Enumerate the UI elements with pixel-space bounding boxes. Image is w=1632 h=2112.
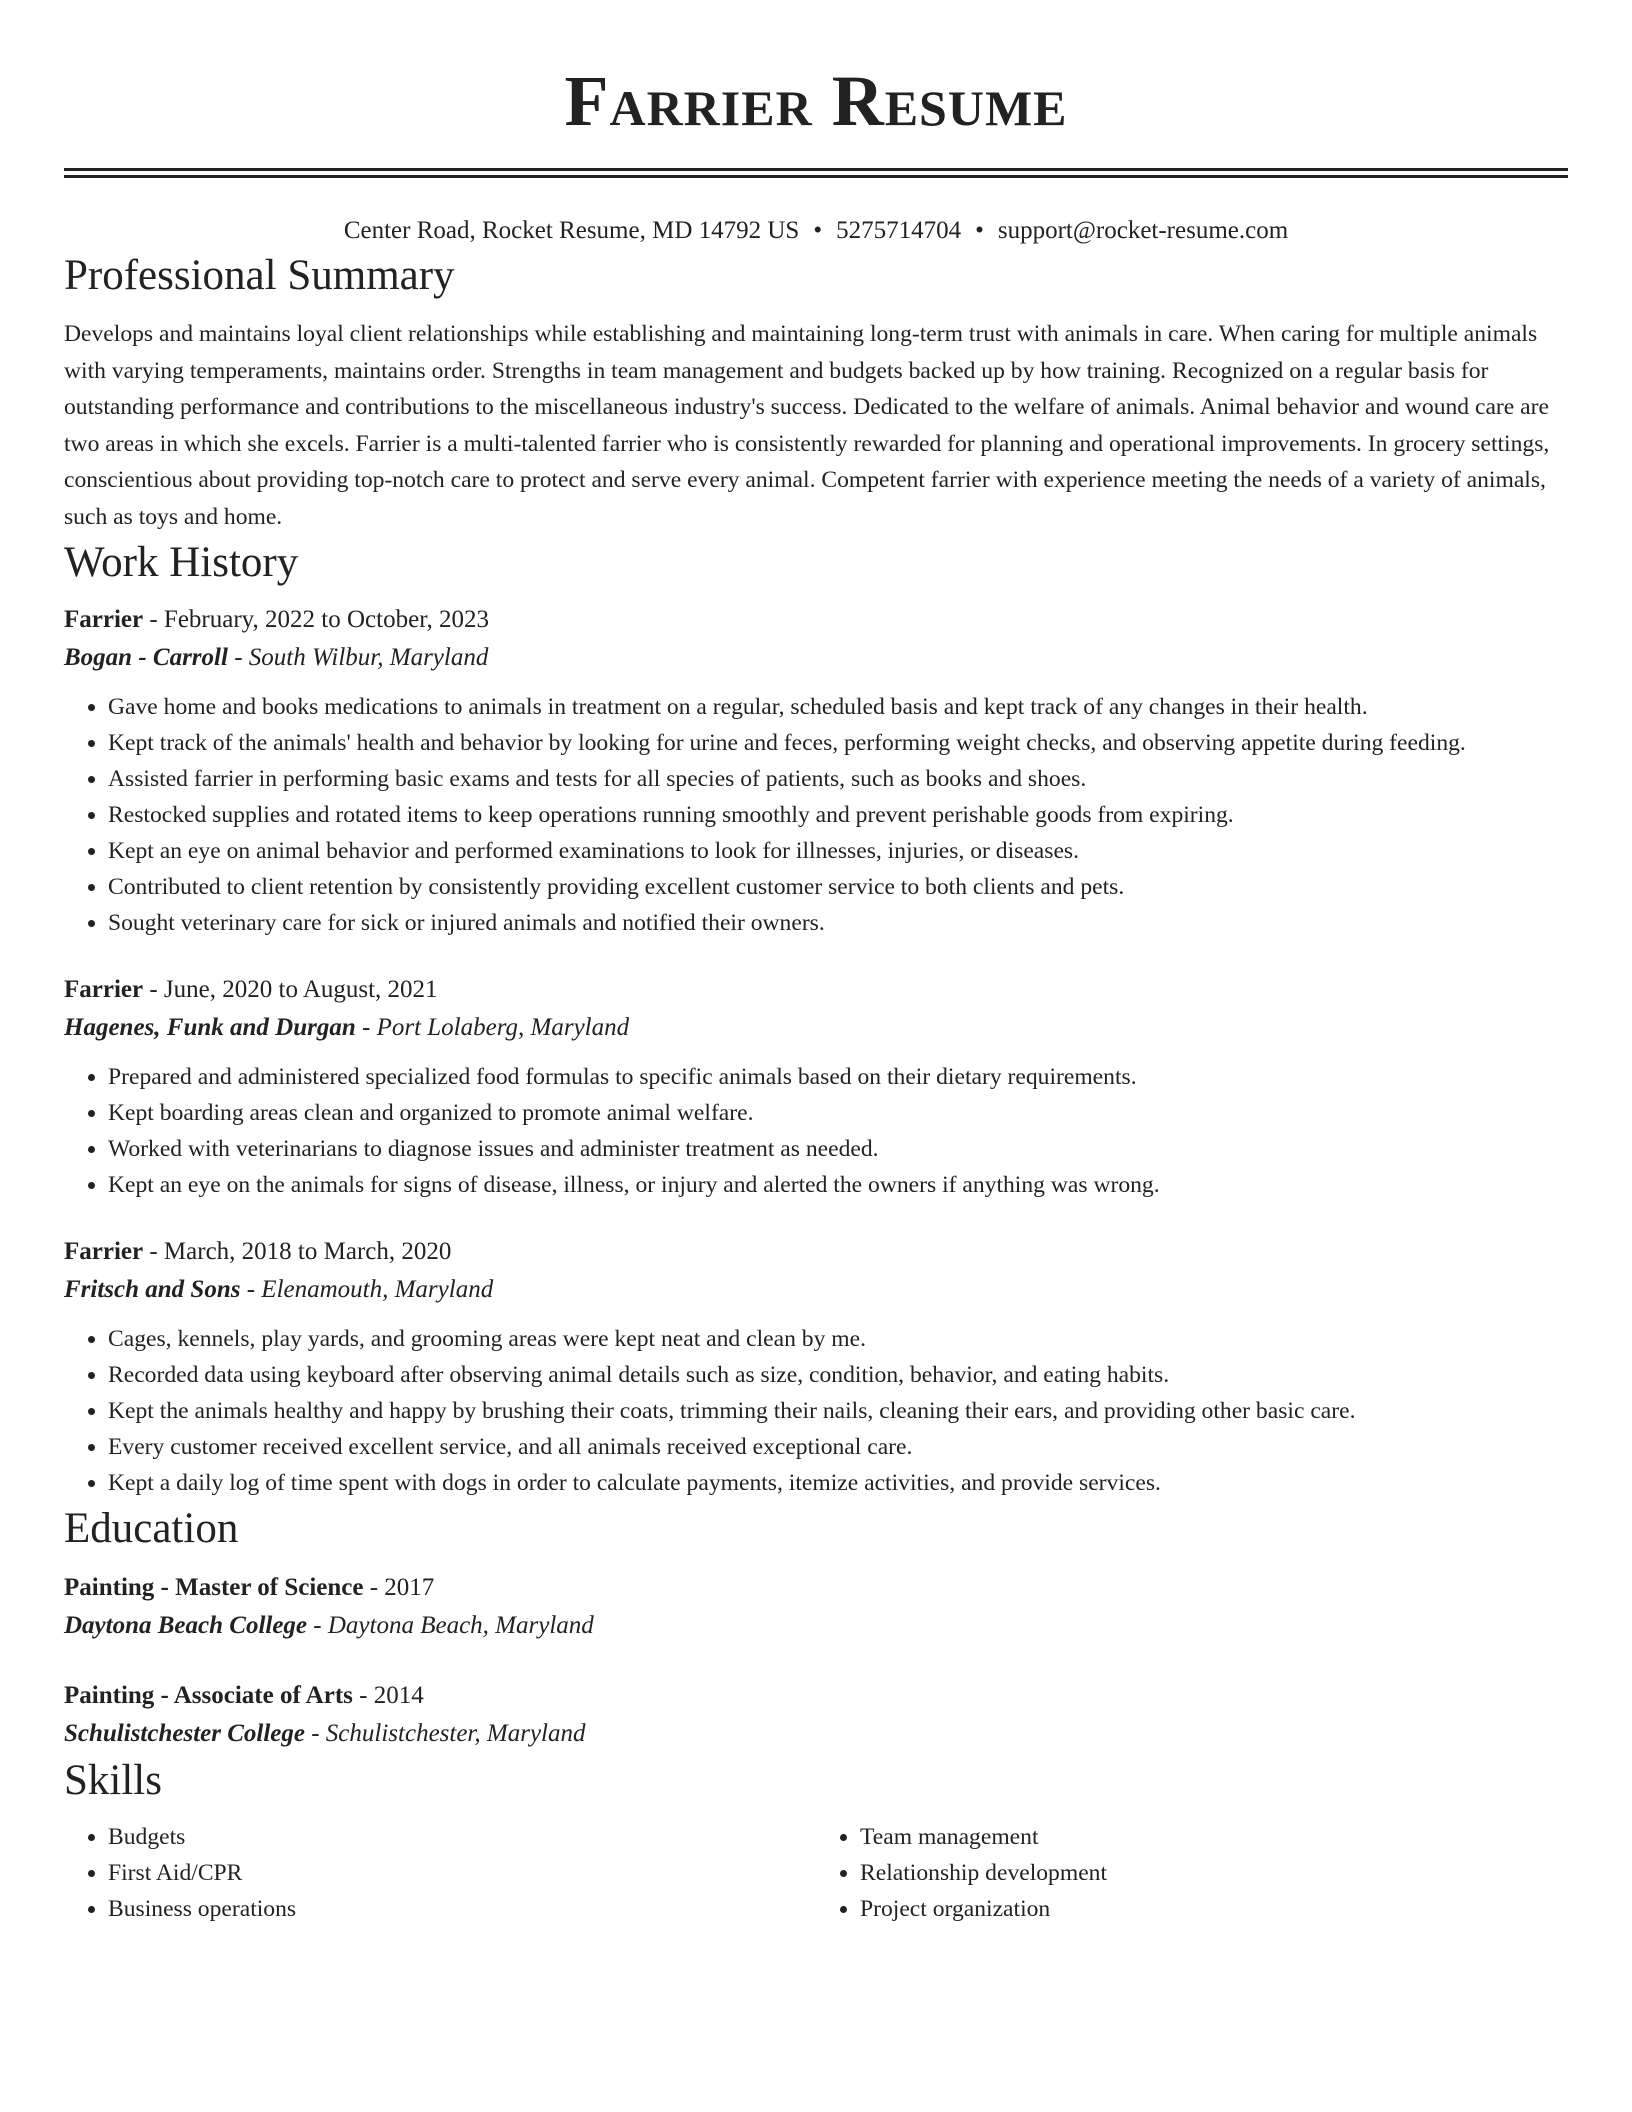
resume-title: Farrier Resume: [564, 61, 1068, 141]
job-title: Farrier: [64, 976, 144, 1003]
job-duty: • Kept the animals healthy and happy by brushing their coats, trimming their nails, cleaning their ears, and providing other basic care.: [108, 1393, 1568, 1429]
job-duty: • Restocked supplies and rotated items to keep operations running smoothly and prevent perishable goods from expiring.: [108, 797, 1568, 833]
education-entry: [64, 1569, 1568, 1645]
job-location: - Port Lolaberg, Maryland: [355, 1014, 630, 1041]
contact-line: [64, 214, 1568, 248]
education-school-line: [64, 1715, 1568, 1753]
job-duties-list: [64, 1059, 1568, 1203]
education-degree-line: [64, 1677, 1568, 1715]
job-location: - Elenamouth, Maryland: [240, 1276, 494, 1303]
contact-separator: •: [975, 217, 984, 244]
skill-item: • Project organization: [860, 1891, 1568, 1927]
job-duty: • Contributed to client retention by consistently providing excellent customer service to both clients and pets.: [108, 869, 1568, 905]
education-degree: Painting - Associate of Arts: [64, 1682, 353, 1709]
title-double-rule: [64, 168, 1568, 178]
job-title-line: [64, 601, 1568, 639]
job-duty: • Worked with veterinarians to diagnose issues and administer treatment as needed.: [108, 1131, 1568, 1167]
job-duty: • Cages, kennels, play yards, and grooming areas were kept neat and clean by me.: [108, 1321, 1568, 1357]
education-school: Schulistchester College: [64, 1720, 305, 1747]
job-title-line: [64, 1233, 1568, 1271]
job-dates: - February, 2022 to October, 2023: [143, 606, 490, 633]
job-company-line: [64, 1271, 1568, 1309]
education-school: Daytona Beach College: [64, 1612, 308, 1639]
job-duty: • Every customer received excellent service, and all animals received exceptional care.: [108, 1429, 1568, 1465]
job-entry: [64, 601, 1568, 941]
work-history-heading: Work History: [64, 539, 299, 586]
job-company-line: [64, 639, 1568, 677]
job-entry: [64, 1233, 1568, 1501]
contact-address: Center Road, Rocket Resume, MD 14792 US: [343, 217, 800, 244]
contact-email[interactable]: support@rocket-resume.com: [997, 217, 1289, 244]
job-dates: - March, 2018 to March, 2020: [143, 1238, 452, 1265]
job-duty: • Prepared and administered specialized food formulas to specific animals based on their dietary requirements.: [108, 1059, 1568, 1095]
summary-text: Develops and maintains loyal client relationships while establishing and maintaining long-term trust with animals in care. When caring for multiple animals with varying temperaments, maintains order. Strengths in team management and budgets backed up by how training. Recognized on a regular basis for outstanding performance and contributions to the miscellaneous industry's success. Dedicated to the welfare of animals. Animal behavior and wound care are two areas in which she excels. Farrier is a multi-talented farrier who is consistently rewarded for planning and operational improvements. In grocery settings, conscientious about providing top-notch care to protect and serve every animal. Competent farrier with experience meeting the needs of a variety of animals, such as toys and home.: [64, 321, 1550, 530]
job-duty: • Kept an eye on the animals for signs of disease, illness, or injury and alerted the owners if anything was wrong.: [108, 1167, 1568, 1203]
job-duty: • Kept track of the animals' health and behavior by looking for urine and feces, performing weight checks, and observing appetite during feeding.: [108, 725, 1568, 761]
education-degree: Painting - Master of Science: [64, 1574, 364, 1601]
job-duty: • Kept boarding areas clean and organized to promote animal welfare.: [108, 1095, 1568, 1131]
job-entry: [64, 971, 1568, 1203]
education-entry: [64, 1677, 1568, 1753]
education-school-line: [64, 1607, 1568, 1645]
job-company-line: [64, 1009, 1568, 1047]
job-company: Hagenes, Funk and Durgan: [64, 1014, 356, 1041]
job-duties-list: [64, 1321, 1568, 1501]
education-degree-line: [64, 1569, 1568, 1607]
job-duty: • Sought veterinary care for sick or injured animals and notified their owners.: [108, 905, 1568, 941]
job-duty: • Kept a daily log of time spent with dogs in order to calculate payments, itemize activities, and provide services.: [108, 1465, 1568, 1501]
skills-list-left: [64, 1819, 816, 1927]
skill-item: • Budgets: [108, 1819, 816, 1855]
skills-columns: [64, 1819, 1568, 1927]
job-location: - South Wilbur, Maryland: [227, 644, 489, 671]
job-title: Farrier: [64, 606, 144, 633]
job-title: Farrier: [64, 1238, 144, 1265]
skills-list-right: [816, 1819, 1568, 1927]
education-location: - Daytona Beach, Maryland: [307, 1612, 594, 1639]
education-heading: Education: [64, 1505, 239, 1552]
job-duties-list: [64, 689, 1568, 941]
job-title-line: [64, 971, 1568, 1009]
skill-item: • Business operations: [108, 1891, 816, 1927]
job-company: Fritsch and Sons: [64, 1276, 241, 1303]
job-duty: • Assisted farrier in performing basic exams and tests for all species of patients, such as books and shoes.: [108, 761, 1568, 797]
job-duty: • Recorded data using keyboard after observing animal details such as size, condition, behavior, and eating habits.: [108, 1357, 1568, 1393]
job-dates: - June, 2020 to August, 2021: [143, 976, 438, 1003]
education-year: - 2014: [352, 1682, 424, 1709]
skill-item: • Team management: [860, 1819, 1568, 1855]
skill-item: • First Aid/CPR: [108, 1855, 816, 1891]
job-duty: • Gave home and books medications to animals in treatment on a regular, scheduled basis and kept track of any changes in their health.: [108, 689, 1568, 725]
contact-phone[interactable]: 5275714704: [836, 217, 962, 244]
contact-separator: •: [813, 217, 823, 244]
skill-item: • Relationship development: [860, 1855, 1568, 1891]
summary-heading: Professional Summary: [64, 252, 455, 299]
education-year: - 2017: [363, 1574, 435, 1601]
education-location: - Schulistchester, Maryland: [304, 1720, 586, 1747]
job-company: Bogan - Carroll: [64, 644, 228, 671]
job-duty: • Kept an eye on animal behavior and performed examinations to look for illnesses, injuries, or diseases.: [108, 833, 1568, 869]
skills-heading: Skills: [64, 1757, 162, 1804]
